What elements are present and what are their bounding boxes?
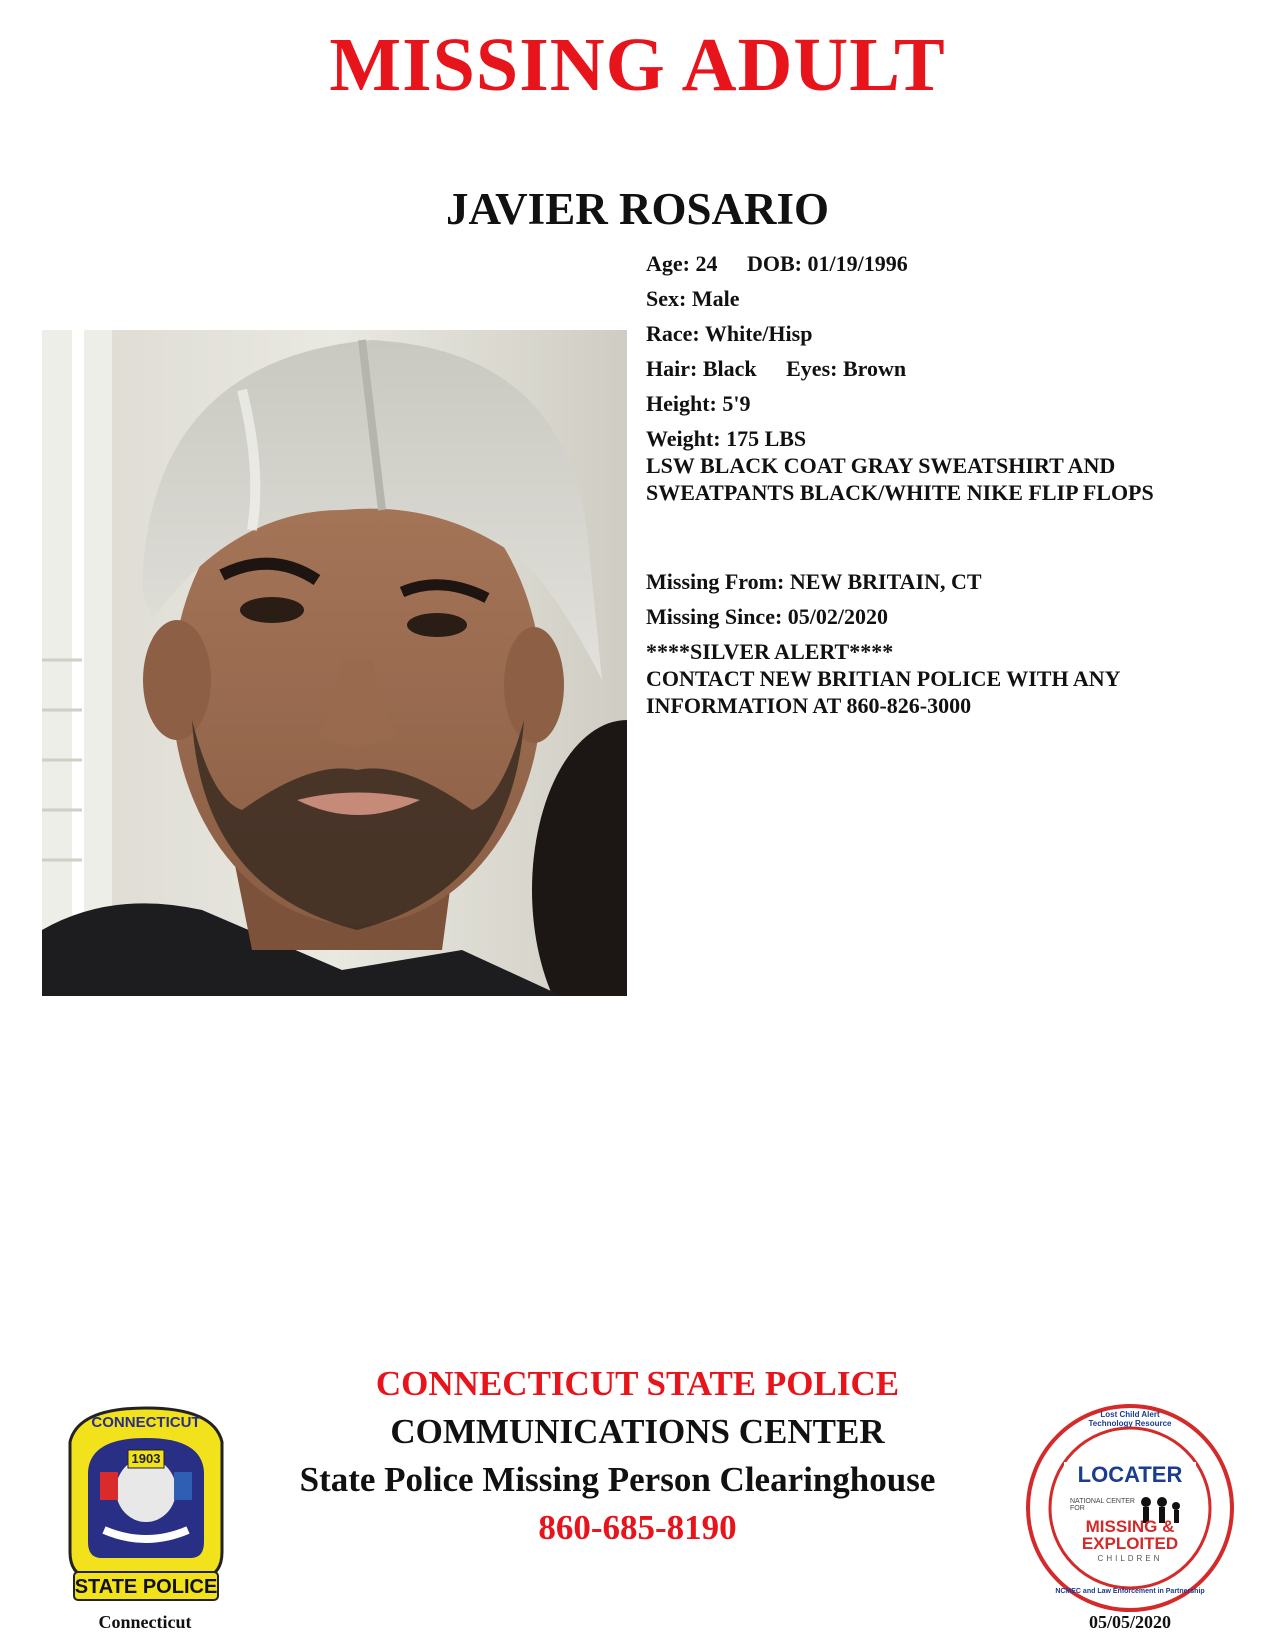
race-label: Race:	[646, 321, 700, 346]
agency-name: CONNECTICUT STATE POLICE	[375, 1364, 900, 1403]
poster-title: MISSING ADULT	[329, 23, 946, 107]
ncmec-main-1: MISSING &	[1085, 1517, 1175, 1536]
missing-from-value: NEW BRITAIN, CT	[789, 569, 982, 594]
sex-label: Sex:	[646, 286, 687, 311]
sex-value: Male	[691, 286, 740, 311]
clearinghouse-name: State Police Missing Person Clearinghouse	[299, 1460, 936, 1499]
dob-value: 01/19/1996	[807, 251, 908, 276]
locater-ring-bottom: NCMEC and Law Enforcement in Partnership	[1055, 1588, 1205, 1595]
left-caption: Connecticut	[98, 1612, 192, 1632]
locater-seal	[1024, 1402, 1236, 1614]
missing-since-row	[646, 603, 1266, 630]
eyes-label: Eyes:	[786, 356, 838, 381]
seal-top-text: CONNECTICUT	[91, 1414, 201, 1431]
ncmec-sub: CHILDREN	[1097, 1554, 1163, 1563]
dob-label: DOB:	[746, 251, 802, 276]
missing-since-label: Missing Since:	[646, 604, 783, 629]
hair-eyes-row	[646, 355, 1266, 382]
right-caption: 05/05/2020	[1088, 1612, 1171, 1632]
missing-from-row	[646, 568, 1266, 595]
height-value: 5'9	[722, 391, 751, 416]
locater-ring-text: Lost Child Alert Technology Resource	[1088, 1410, 1172, 1428]
missing-from-label: Missing From:	[646, 569, 785, 594]
contact-line-1: CONTACT NEW BRITIAN POLICE WITH ANY	[646, 666, 1121, 691]
age-label: Age:	[646, 251, 690, 276]
race-row	[646, 320, 1266, 347]
weight-value: 175 LBS	[726, 426, 807, 451]
weight-row	[646, 425, 1266, 452]
clothing-line-1: LSW BLACK COAT GRAY SWEATSHIRT AND	[646, 453, 1116, 478]
seal-bottom-text: STATE POLICE	[74, 1576, 218, 1598]
height-row	[646, 390, 1266, 417]
seal-year: 1903	[131, 1451, 161, 1466]
ncmec-small: NATIONAL CENTER FOR	[1070, 1498, 1135, 1512]
ncmec-main-2: EXPLOITED	[1081, 1534, 1179, 1553]
state-police-seal	[64, 1402, 228, 1602]
hair-label: Hair:	[646, 356, 698, 381]
details-panel	[646, 250, 1266, 719]
race-value: White/Hisp	[704, 321, 813, 346]
missing-person-photo	[42, 330, 627, 996]
communications-center: COMMUNICATIONS CENTER	[390, 1412, 885, 1451]
person-name: JAVIER ROSARIO	[445, 184, 829, 234]
hair-value: Black	[702, 356, 757, 381]
eyes-value: Brown	[842, 356, 907, 381]
missing-since-value: 05/02/2020	[787, 604, 889, 629]
locater-brand: LOCATER	[1077, 1462, 1183, 1487]
age-dob-row	[646, 250, 1266, 277]
weight-label: Weight:	[646, 426, 721, 451]
clothing-line-2: SWEATPANTS BLACK/WHITE NIKE FLIP FLOPS	[646, 480, 1154, 505]
age-value: 24	[695, 251, 718, 276]
silver-alert: ****SILVER ALERT****	[646, 639, 894, 664]
sex-row	[646, 285, 1266, 312]
contact-line-2: INFORMATION AT 860-826-3000	[646, 693, 972, 718]
height-label: Height:	[646, 391, 717, 416]
clearinghouse-phone: 860-685-8190	[538, 1508, 737, 1547]
